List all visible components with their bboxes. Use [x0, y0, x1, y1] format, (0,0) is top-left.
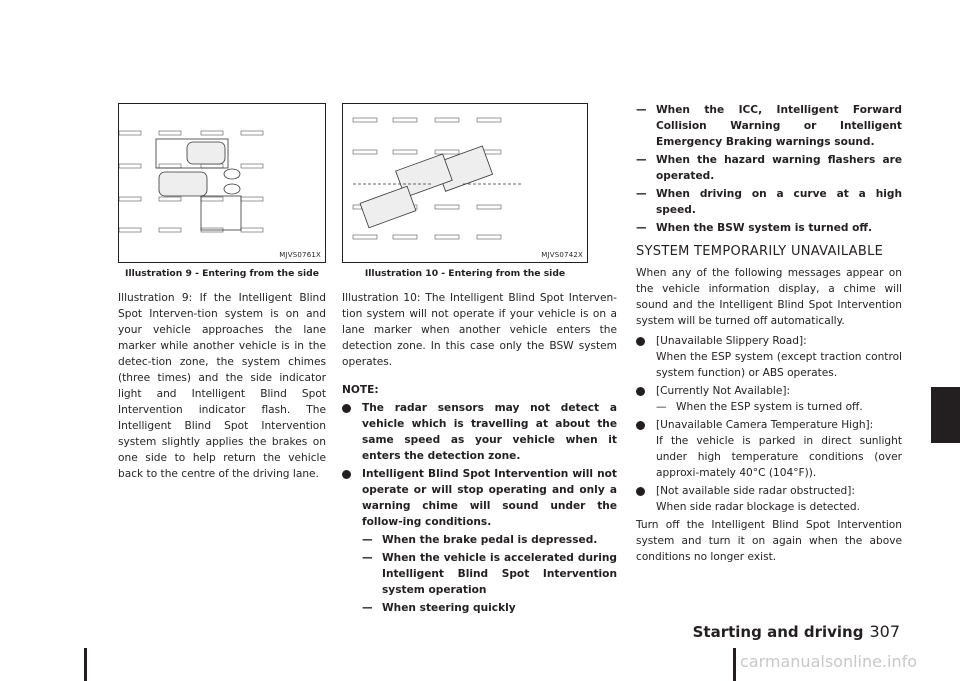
paragraph: Illustration 10: The Intelligent Blind Spot Interven-tion system will not operate if your vehicle is on a lane marker when another vehicle enters the detection zone. In this case only the BSW system operates. [342, 292, 617, 368]
list-item-text: When the BSW system is turned off. [656, 222, 873, 234]
crop-mark [84, 648, 87, 681]
dash-icon: — [362, 534, 373, 546]
list-item [342, 600, 617, 616]
list-item-text: When driving on a curve at a high speed. [656, 188, 902, 216]
list-item [342, 550, 617, 598]
crop-mark [733, 648, 736, 681]
list-item-text: [Unavailable Camera Temperature High]: [656, 419, 874, 431]
list-item-text: The radar sensors may not detect a vehicle which is travelling at about the same speed as your vehicle when it enters the detection zone. [362, 402, 617, 462]
bullet-icon [342, 470, 351, 479]
watermark: carmanualsonline.info [740, 652, 918, 671]
list-item-text: When the ICC, Intelligent Forward Collision Warning or Intelligent Emergency Braking warnings sound. [656, 104, 902, 148]
dash-icon: — [636, 104, 647, 116]
paragraph: When any of the following messages appear on the vehicle information display, a chime will sound and the Intelligent Blind Spot Intervention system will be turned off automatically. [636, 267, 902, 327]
figure-code: MJVS0761X [279, 251, 321, 259]
paragraph: Illustration 9: If the Intelligent Blind Spot Interven-tion system is on and your vehicle approaches the lane marker while another vehicle is in the detec-tion zone, the system chimes (three times) and the side indicator light and Intelligent Blind Spot Intervention indicator flash. The Intelligent Blind Spot Intervention system slightly applies the brakes on one side to help return the vehicle back to the centre of the driving lane. [118, 292, 326, 480]
bullet-icon [636, 421, 645, 430]
figure-caption: Illustration 9 - Entering from the side [125, 268, 319, 279]
list-item [636, 186, 902, 218]
list-item-text: When the vehicle is accelerated during Intelligent Blind Spot Intervention system operation [382, 552, 617, 596]
illustration-9 [118, 103, 326, 263]
illustration-10-drawing [343, 104, 587, 262]
dash-icon: — [362, 602, 373, 614]
illustration-10 [342, 103, 588, 263]
bullet-icon [342, 404, 351, 413]
section-title: Starting and driving [692, 623, 864, 641]
paragraph: Turn off the Intelligent Blind Spot Intervention system and turn it on again when the above conditions no longer exist. [636, 519, 902, 563]
list-item [636, 333, 902, 349]
note-label: NOTE: [342, 384, 379, 396]
list-item-text: When the hazard warning flashers are operated. [656, 154, 902, 182]
bullet-icon [636, 487, 645, 496]
column-2 [342, 290, 617, 616]
list-item [636, 383, 902, 399]
list-item-detail: When the ESP system (except traction control system function) or ABS operates. [656, 351, 902, 379]
list-item [636, 102, 902, 150]
column-1 [118, 290, 326, 482]
list-item [636, 417, 902, 433]
list-item [342, 532, 617, 548]
column-3 [636, 102, 902, 565]
dash-icon: — [636, 154, 647, 166]
section-heading: SYSTEM TEMPORARILY UNAVAILABLE [636, 244, 884, 259]
list-item [636, 483, 902, 499]
list-item-text: [Unavailable Slippery Road]: [656, 335, 807, 347]
figure-code: MJVS0742X [541, 251, 583, 259]
list-item-detail: If the vehicle is parked in direct sunlight under high temperature conditions (over approxi-mately 40°C (104°F)). [656, 435, 902, 479]
list-item-text: When steering quickly [382, 602, 516, 614]
list-item-text: [Currently Not Available]: [656, 385, 791, 397]
page-footer [693, 622, 900, 641]
dash-icon: — [636, 188, 647, 200]
list-item [636, 152, 902, 184]
illustration-9-drawing [119, 104, 325, 262]
page-number: 307 [869, 622, 900, 641]
bullet-icon [636, 387, 645, 396]
list-item-detail: When side radar blockage is detected. [656, 501, 861, 513]
list-item-text: Intelligent Blind Spot Intervention will not operate or will stop operating and only a warning chime will sound under the follow-ing conditions. [362, 468, 617, 528]
figure-caption: Illustration 10 - Entering from the side [364, 268, 566, 279]
list-item [342, 400, 617, 464]
list-item-text: When the brake pedal is depressed. [382, 534, 598, 546]
list-item [636, 220, 902, 236]
bullet-icon [636, 337, 645, 346]
list-item [342, 466, 617, 530]
dash-icon: — [656, 401, 667, 413]
list-item-text: [Not available side radar obstructed]: [656, 485, 855, 497]
list-item-detail [636, 399, 902, 415]
list-item-text: When the ESP system is turned off. [676, 401, 863, 413]
section-tab [931, 387, 960, 443]
dash-icon: — [362, 552, 373, 564]
dash-icon: — [636, 222, 647, 234]
